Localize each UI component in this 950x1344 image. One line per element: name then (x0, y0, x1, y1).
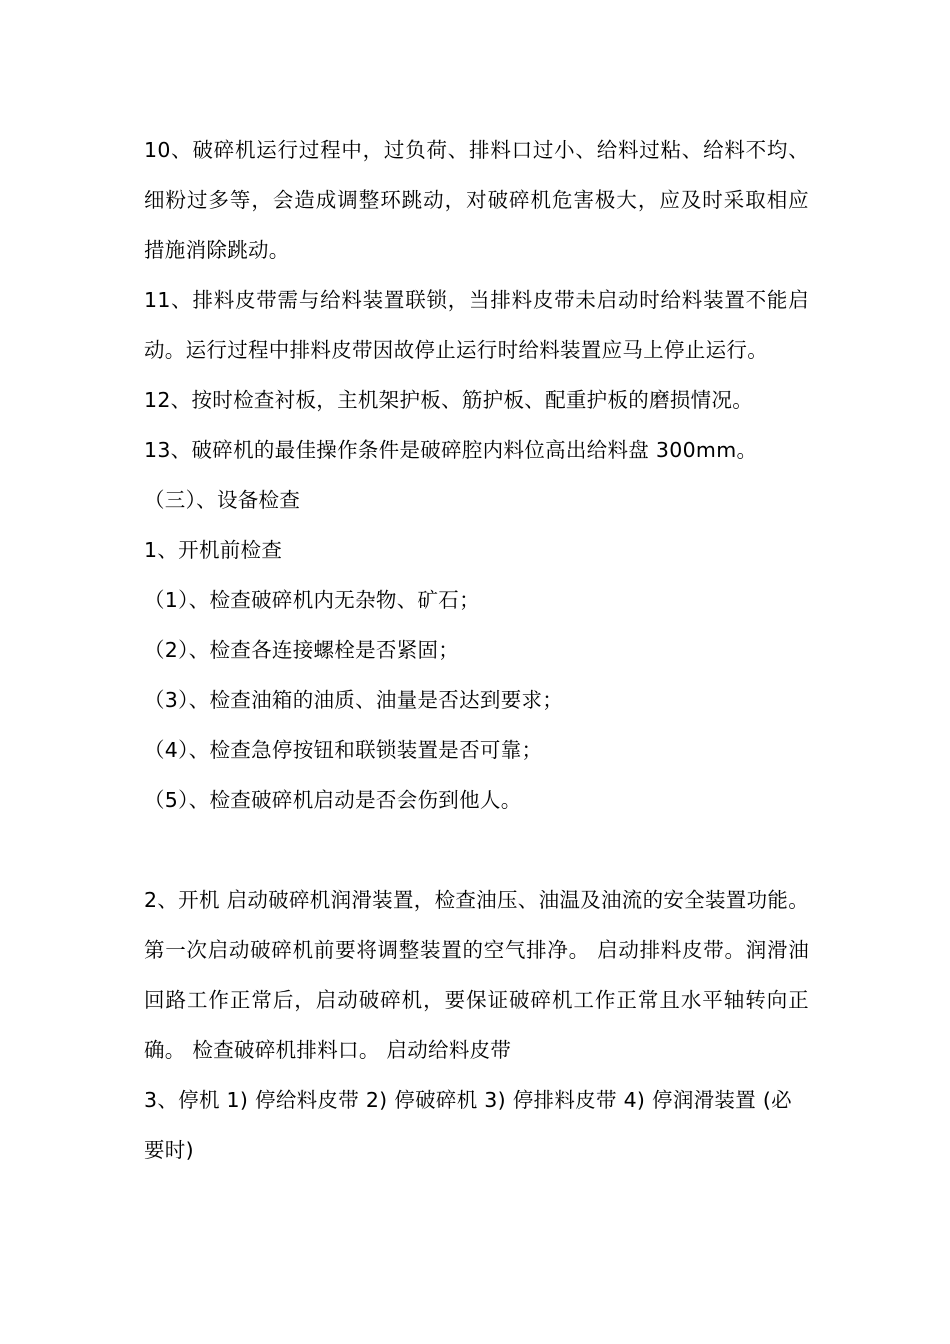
section-heading-equipment-check: （三）、设备检查 (144, 488, 301, 512)
stop-procedure-paragraph: 3、停机 1) 停给料皮带 2) 停破碎机 3) 停排料皮带 4) 停润滑装置 (必要时) (144, 1088, 792, 1162)
check-item-2: （2）、检查各连接螺栓是否紧固； (144, 638, 460, 662)
blank-line (144, 825, 809, 875)
check-item-4: （4）、检查急停按钮和联锁装置是否可靠； (144, 738, 543, 762)
paragraph-item-10: 10、破碎机运行过程中，过负荷、排料口过小、给料过粘、给料不均、细粉过多等，会造成调整环跳动，对破碎机危害极大，应及时采取相应措施消除跳动。 (144, 138, 809, 262)
paragraph-item-13: 13、破碎机的最佳操作条件是破碎腔内料位高出给料盘 300mm。 (144, 438, 758, 462)
subheading-pre-start-check: 1、开机前检查 (144, 538, 283, 562)
paragraph-item-12: 12、按时检查衬板，主机架护板、筋护板、配重护板的磨损情况。 (144, 388, 754, 412)
paragraph-item-11: 11、排料皮带需与给料装置联锁，当排料皮带未启动时给料装置不能启动。运行过程中排料皮带因故停止运行时给料装置应马上停止运行。 (144, 288, 809, 362)
document-body (144, 125, 809, 1175)
start-procedure-paragraph: 2、开机 启动破碎机润滑装置，检查油压、油温及油流的安全装置功能。 第一次启动破碎机前要将调整装置的空气排净。 启动排料皮带。润滑油回路工作正常后，启动破碎机，要保证破碎机工作正常且水平轴转向正确。 检查破碎机排料口。 启动给料皮带 (144, 888, 809, 1062)
check-item-1: （1）、检查破碎机内无杂物、矿石； (144, 588, 480, 612)
check-item-3: （3）、检查油箱的油质、油量是否达到要求； (144, 688, 564, 712)
check-item-5: （5）、检查破碎机启动是否会伤到他人。 (144, 788, 522, 812)
